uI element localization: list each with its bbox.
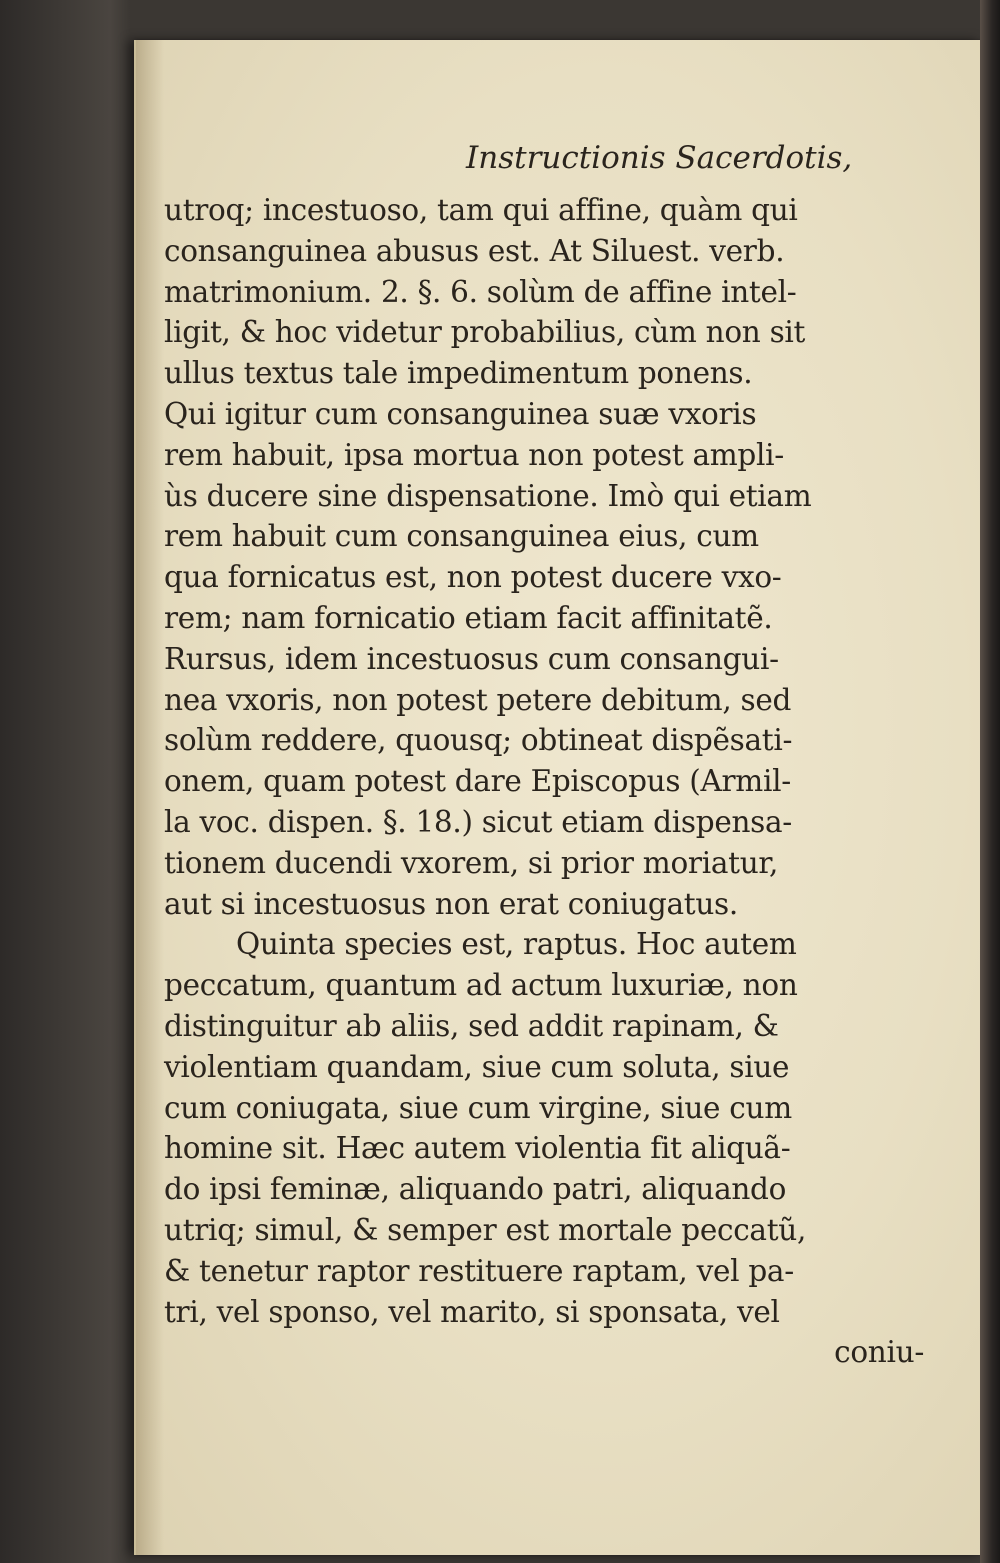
body-text [164,190,964,1373]
text-line: cum coniugata, siue cum virgine, siue cum [164,1090,792,1125]
text-line: matrimonium. 2. §. 6. solùm de affine intel- [164,274,797,309]
paragraph-first-line: Quinta species est, raptus. Hoc autem [236,927,797,962]
text-line: & tenetur raptor restituere raptam, vel pa- [164,1253,794,1288]
text-line: qua fornicatus est, non potest ducere vxo- [164,560,782,595]
text-line: rem habuit, ipsa mortua non potest ampli- [164,437,784,472]
text-line: consanguinea abusus est. At Siluest. verb. [164,233,785,268]
catchword: coniu- [834,1335,924,1370]
book-edge [980,0,1000,1563]
text-line: distinguitur ab aliis, sed addit rapinam, & [164,1008,779,1043]
text-line: rem; nam fornicatio etiam facit affinitatẽ. [164,600,773,635]
text-line: Rursus, idem incestuosus cum consangui- [164,641,779,676]
text-line: onem, quam potest dare Episcopus (Armil- [164,764,791,799]
text-line: tri, vel sponso, vel marito, si sponsata, vel [164,1294,780,1329]
text-line: ùs ducere sine dispensatione. Imò qui etiam [164,478,812,513]
text-line: violentiam quandam, siue cum soluta, siue [164,1049,790,1084]
text-line: nea vxoris, non potest petere debitum, sed [164,682,792,717]
text-line: Qui igitur cum consanguinea suæ vxoris [164,396,757,431]
text-line: ullus textus tale impedimentum ponens. [164,356,753,391]
text-line: la voc. dispen. §. 18.) sicut etiam dispensa- [164,804,792,839]
text-line: rem habuit cum consanguinea eius, cum [164,519,759,554]
text-line: tionem ducendi vxorem, si prior moriatur, [164,845,779,880]
text-line: homine sit. Hæc autem violentia fit aliquã- [164,1131,791,1166]
text-line: do ipsi feminæ, aliquando patri, aliquando [164,1172,787,1207]
text-line: aut si incestuosus non erat coniugatus. [164,886,738,921]
text-line: peccatum, quantum ad actum luxuriæ, non [164,968,798,1003]
text-line: utroq; incestuoso, tam qui affine, quàm qui [164,193,798,227]
text-line: ligit, & hoc videtur probabilius, cùm non sit [164,315,806,350]
text-line: solùm reddere, quousq; obtineat dispẽsati- [164,723,793,758]
text-line: utriq; simul, & semper est mortale peccatũ, [164,1212,807,1247]
page-gutter-shadow [136,40,164,1555]
running-head: Instructionis Sacerdotis, [466,140,853,176]
